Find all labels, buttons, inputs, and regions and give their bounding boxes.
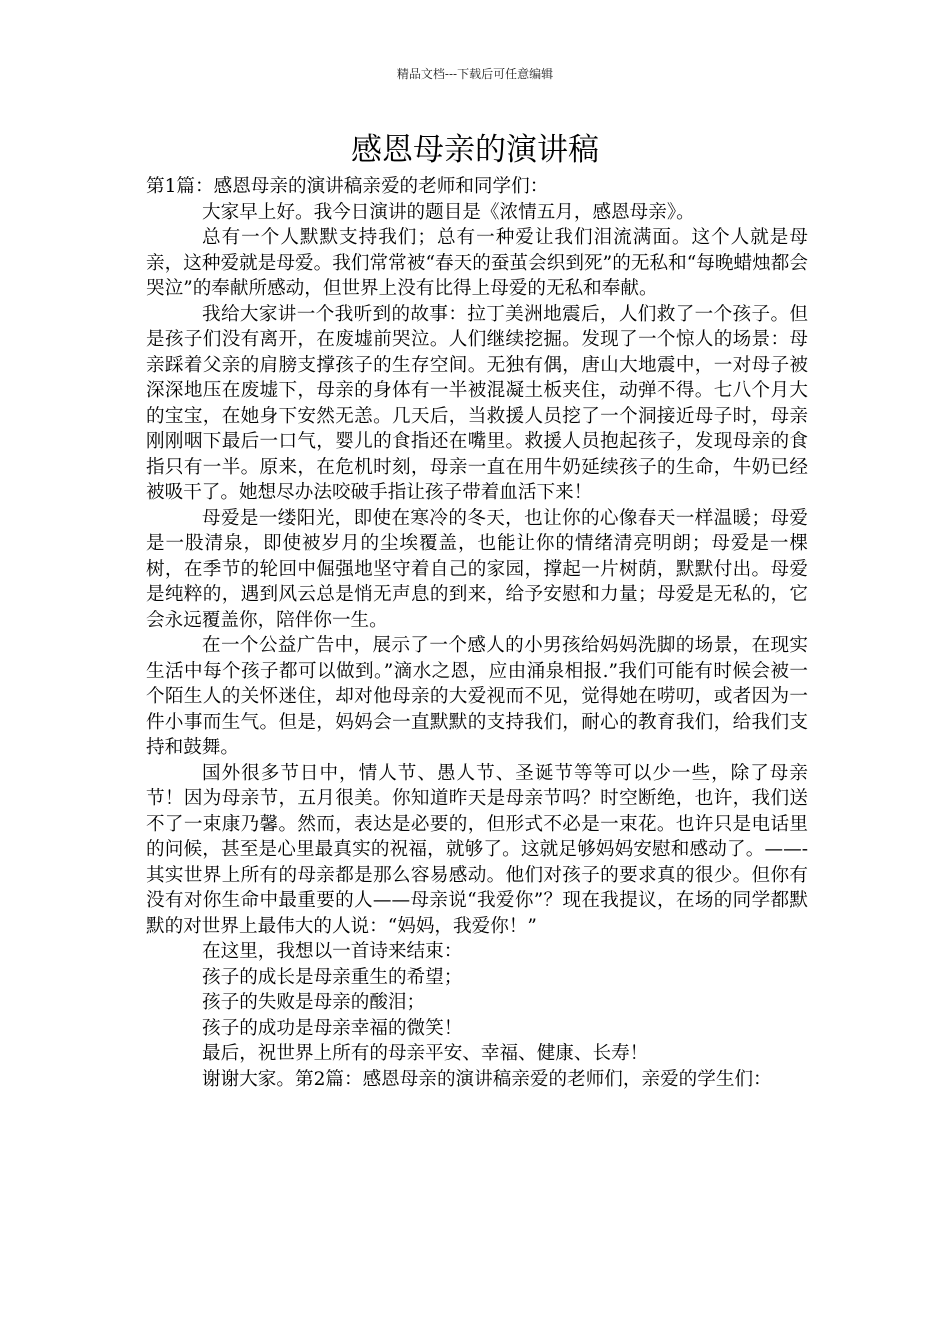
document-title: 感恩母亲的演讲稿 [351, 132, 599, 168]
document-body [146, 174, 808, 1092]
poem-line: 孩子的成长是母亲重生的希望； [202, 966, 463, 988]
paragraph-greeting: 大家早上好。我今日演讲的题目是《浓情五月，感恩母亲》。 [202, 201, 695, 223]
poem-line: 孩子的失败是母亲的酸泪； [202, 992, 426, 1013]
paragraph: 在一个公益广告中，展示了一个感人的小男孩给妈妈洗脚的场景，在现实生活中每个孩子都可以做到。”滴水之恩，应由涌泉相报.”我们可能有时候会被一个陌生人的关怀迷住，却对他母亲的大爱视而不见，觉得她在唠叨，或者因为一件小事而生气。但是，妈妈会一直默默的支持我们，耐心的教育我们，给我们支持和鼓舞。 [146, 635, 808, 758]
paragraph-intro: 第1篇：感恩母亲的演讲稿亲爱的老师和同学们： [146, 176, 549, 197]
paragraph: 母爱是一缕阳光，即使在寒冷的冬天，也让你的心像春天一样温暖；母爱是一股清泉，即使被岁月的尘埃覆盖，也能让你的情绪清亮明朗；母爱是一棵树，在季节的轮回中倔强地坚守着自己的家园，撑起一片树荫，默默付出。母爱是纯粹的，遇到风云总是悄无声息的到来，给予安慰和力量；母爱是无私的，它会永远覆盖你，陪伴你一生。 [146, 507, 808, 631]
paragraph: 在这里，我想以一首诗来结束： [202, 941, 463, 962]
paragraph: 总有一个人默默支持我们；总有一种爱让我们泪流满面。这个人就是母亲，这种爱就是母爱。我们常常被“春天的蚕茧会织到死”的无私和“每晚蜡烛都会哭泣”的奉献所感动，但世界上没有比得上母爱的无私和奉献。 [146, 227, 808, 299]
paragraph: 最后，祝世界上所有的母亲平安、幸福、健康、长寿！ [202, 1043, 649, 1064]
paragraph: 谢谢大家。第2篇：感恩母亲的演讲稿亲爱的老师们，亲爱的学生们： [202, 1068, 772, 1090]
paragraph: 国外很多节日中，情人节、愚人节、圣诞节等等可以少一些，除了母亲节！因为母亲节，五月很美。你知道昨天是母亲节吗？时空断绝，也许，我们送不了一束康乃馨。然而，表达是必要的，但形式不必是一束花。也许只是电话里的问候，甚至是心里最真实的祝福，就够了。这就足够妈妈安慰和感动了。——-其实世界上所有的母亲都是那么容易感动。他们对孩子的要求真的很少。但你有没有对你生命中最重要的人——母亲说“我爱你”？现在我提议，在场的同学都默默的对世界上最伟大的人说：“妈妈，我爱你！” [146, 762, 808, 937]
page-header: 精品文档---下载后可任意编辑 [396, 67, 554, 81]
poem-line: 孩子的成功是母亲幸福的微笑！ [202, 1017, 463, 1039]
paragraph: 我给大家讲一个我听到的故事：拉丁美洲地震后，人们救了一个孩子。但是孩子们没有离开，在废墟前哭泣。人们继续挖掘。发现了一个惊人的场景：母亲踩着父亲的肩膀支撑孩子的生存空间。无独有偶，唐山大地震中，一对母子被深深地压在废墟下，母亲的身体有一半被混凝土板夹住，动弹不得。七八个月大的宝宝，在她身下安然无恙。几天后，当救援人员挖了一个洞接近母子时，母亲刚刚咽下最后一口气，婴儿的食指还在嘴里。救援人员抱起孩子，发现母亲的食指只有一半。原来，在危机时刻，母亲一直在用牛奶延续孩子的生命，牛奶已经被吸干了。她想尽办法咬破手指让孩子带着血活下来！ [146, 303, 808, 503]
